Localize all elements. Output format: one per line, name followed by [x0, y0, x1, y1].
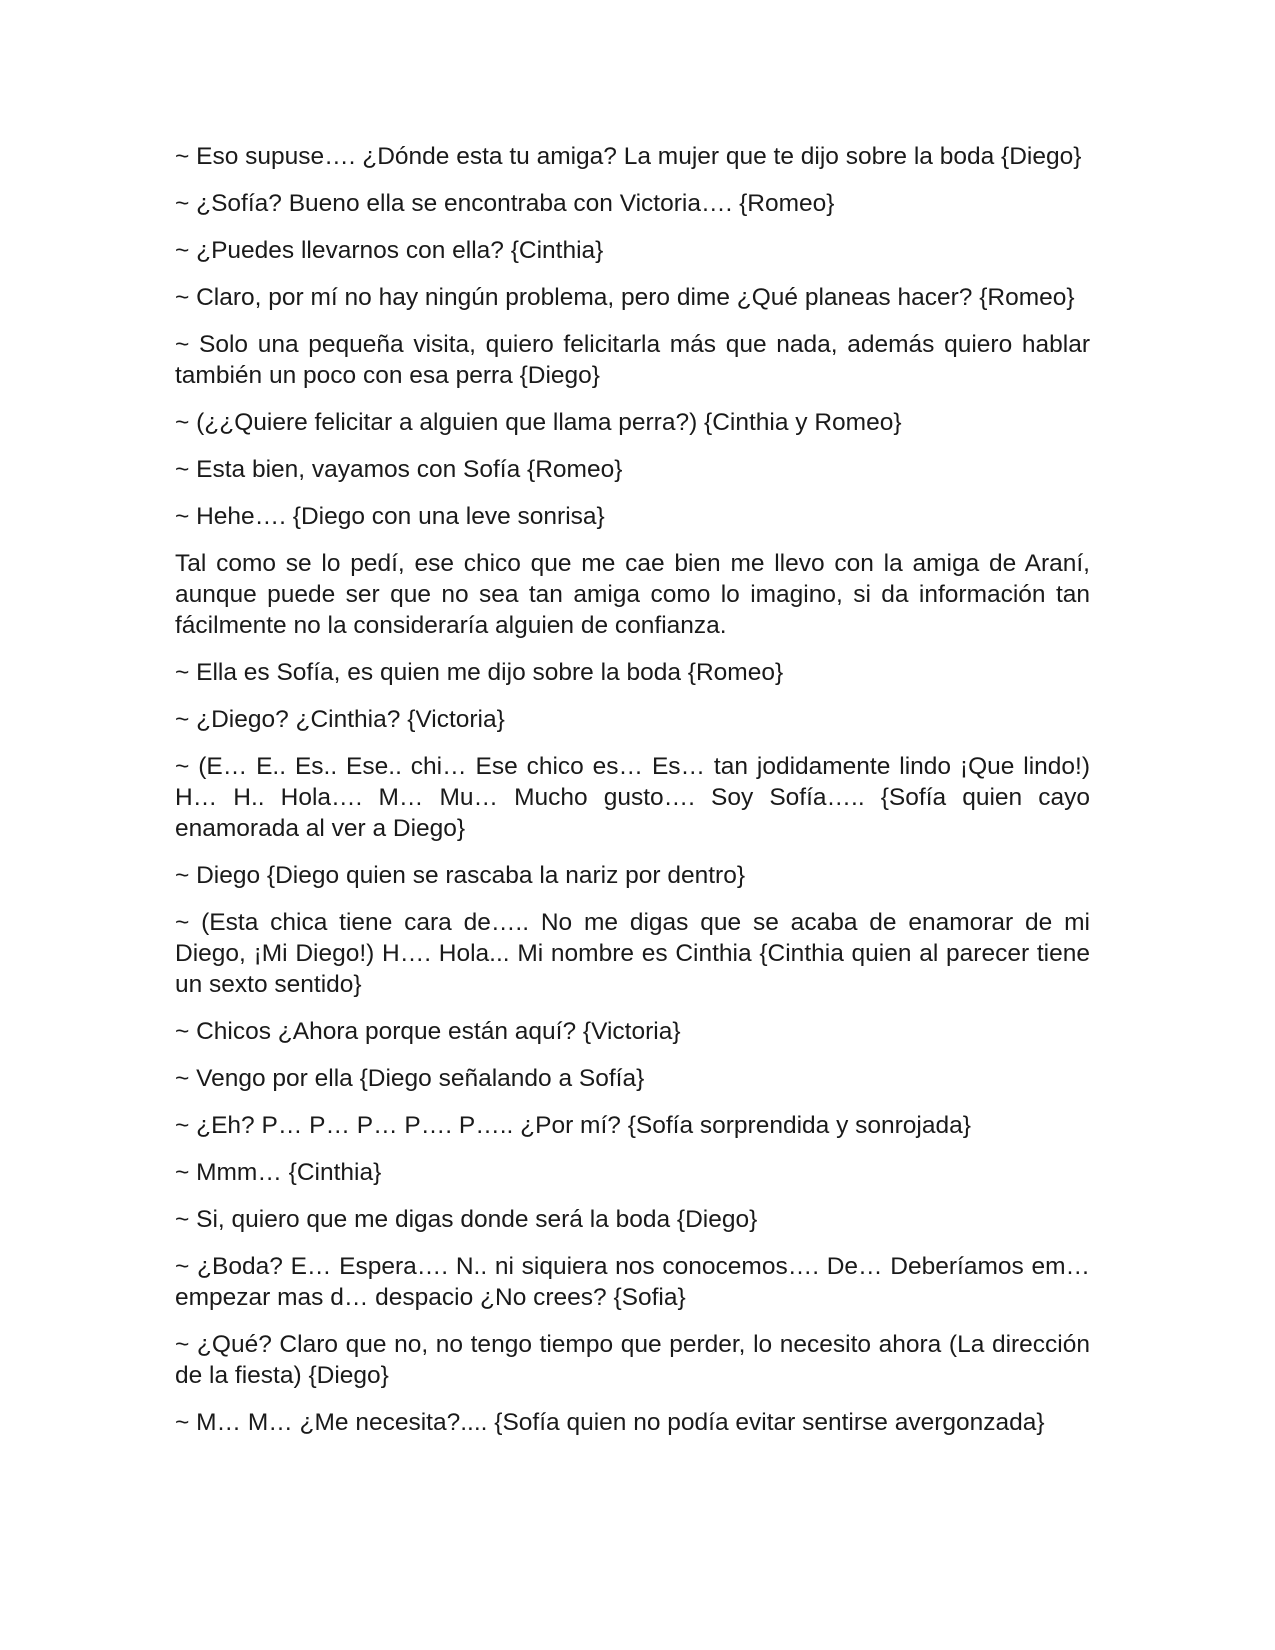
- paragraph: ~ Hehe…. {Diego con una leve sonrisa}: [175, 503, 605, 530]
- paragraph: ~ Claro, por mí no hay ningún problema, pero dime ¿Qué planeas hacer? {Romeo}: [175, 284, 1075, 311]
- document-page: [175, 141, 1090, 1454]
- paragraph: ~ ¿Qué? Claro que no, no tengo tiempo que perder, lo necesito ahora (La dirección de la fiesta) {Diego}: [175, 1331, 1090, 1389]
- paragraph: ~ Si, quiero que me digas donde será la boda {Diego}: [175, 1206, 758, 1233]
- paragraph: ~ ¿Diego? ¿Cinthia? {Victoria}: [175, 706, 505, 733]
- paragraph: ~ ¿Sofía? Bueno ella se encontraba con Victoria…. {Romeo}: [175, 190, 835, 217]
- paragraph: ~ Mmm… {Cinthia}: [175, 1159, 382, 1186]
- paragraph: ~ ¿Eh? P… P… P… P…. P….. ¿Por mí? {Sofía sorprendida y sonrojada}: [175, 1112, 971, 1139]
- paragraph: ~ Diego {Diego quien se rascaba la nariz por dentro}: [175, 862, 745, 889]
- paragraph: ~ ¿Boda? E… Espera…. N.. ni siquiera nos conocemos…. De… Deberíamos em… empezar mas d… despacio ¿No crees? {Sofia}: [175, 1253, 1090, 1311]
- paragraph: ~ ¿Puedes llevarnos con ella? {Cinthia}: [175, 237, 604, 264]
- paragraph: ~ (E… E.. Es.. Ese.. chi… Ese chico es… Es… tan jodidamente lindo ¡Que lindo!) H… H.. Hola…. M… Mu… Mucho gusto…. Soy Sofía….. {Sofía quien cayo enamorada al ver a Diego}: [175, 753, 1090, 842]
- paragraph: ~ Esta bien, vayamos con Sofía {Romeo}: [175, 456, 623, 483]
- paragraph: ~ (¿¿Quiere felicitar a alguien que llama perra?) {Cinthia y Romeo}: [175, 409, 902, 436]
- paragraph: ~ Ella es Sofía, es quien me dijo sobre la boda {Romeo}: [175, 659, 784, 686]
- narration-paragraph: Tal como se lo pedí, ese chico que me cae bien me llevo con la amiga de Araní, aunque puede ser que no sea tan amiga como lo imagino, si da información tan fácilmente no la consideraría alguien de confianza.: [175, 550, 1090, 639]
- paragraph: ~ Eso supuse…. ¿Dónde esta tu amiga? La mujer que te dijo sobre la boda {Diego}: [175, 143, 1082, 170]
- paragraph: ~ (Esta chica tiene cara de….. No me digas que se acaba de enamorar de mi Diego, ¡Mi Diego!) H…. Hola... Mi nombre es Cinthia {Cinthia quien al parecer tiene un sexto sentido}: [175, 909, 1090, 998]
- paragraph: ~ Chicos ¿Ahora porque están aquí? {Victoria}: [175, 1018, 681, 1045]
- paragraph: ~ M… M… ¿Me necesita?.... {Sofía quien no podía evitar sentirse avergonzada}: [175, 1409, 1045, 1436]
- paragraph: ~ Solo una pequeña visita, quiero felicitarla más que nada, además quiero hablar también un poco con esa perra {Diego}: [175, 331, 1090, 389]
- paragraph: ~ Vengo por ella {Diego señalando a Sofía}: [175, 1065, 645, 1092]
